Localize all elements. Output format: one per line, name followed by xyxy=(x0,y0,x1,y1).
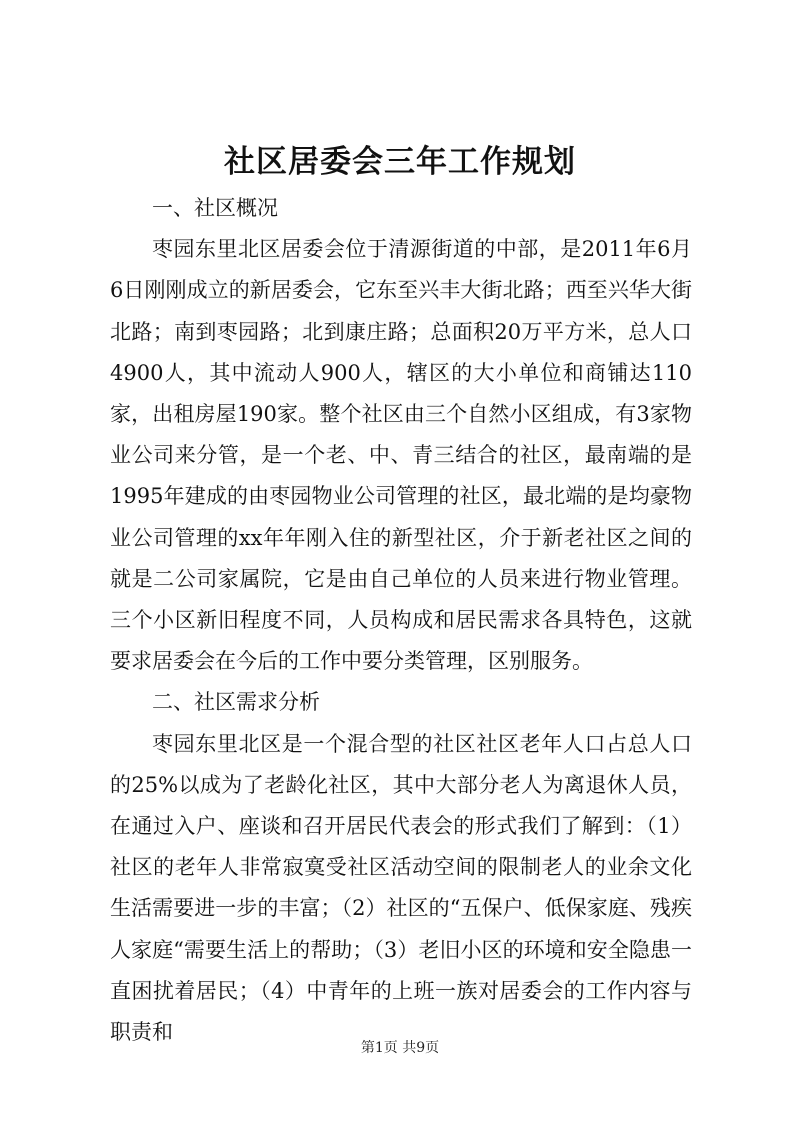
section-2-heading: 二、社区需求分析 xyxy=(152,690,320,715)
page-title: 社区居委会三年工作规划 xyxy=(224,144,576,180)
section-2-paragraph: 枣园东里北区是一个混合型的社区社区老年人口占总人口的25%以成为了老龄化社区，其中大部分老人为离退休人员，在通过入户、座谈和召开居民代表会的形式我们了解到：（1）社区的老年人非常寂寞受社区活动空间的限制老人的业余文化生活需要进一步的丰富；（2）社区的“五保户、低保家庭、残疾人家庭“需要生活上的帮助；（3）老旧小区的环境和安全隐患一直困扰着居民；（4）中青年的上班一族对居委会的工作内容与职责和 xyxy=(110,731,692,1045)
document-body xyxy=(110,188,692,1053)
section-1-heading: 一、社区概况 xyxy=(152,196,278,220)
page-footer: 第1页 共9页 xyxy=(360,1040,440,1056)
section-1-paragraph: 枣园东里北区居委会位于清源街道的中部，是2011年6月6日刚刚成立的新居委会，它东至兴丰大街北路；西至兴华大街北路；南到枣园路；北到康庄路；总面积20万平方米，总人口4900人，其中流动人900人，辖区的大小单位和商铺达110家，出租房屋190家。整个社区由三个自然小区组成，有3家物业公司来分管，是一个老、中、青三结合的社区，最南端的是1995年建成的由枣园物业公司管理的社区，最北端的是均豪物业公司管理的xx年年刚入住的新型社区，介于新老社区之间的就是二公司家属院，它是由自己单位的人员来进行物业管理。三个小区新旧程度不同，人员构成和居民需求各具特色，这就要求居委会在今后的工作中要分类管理，区别服务。 xyxy=(110,237,692,674)
